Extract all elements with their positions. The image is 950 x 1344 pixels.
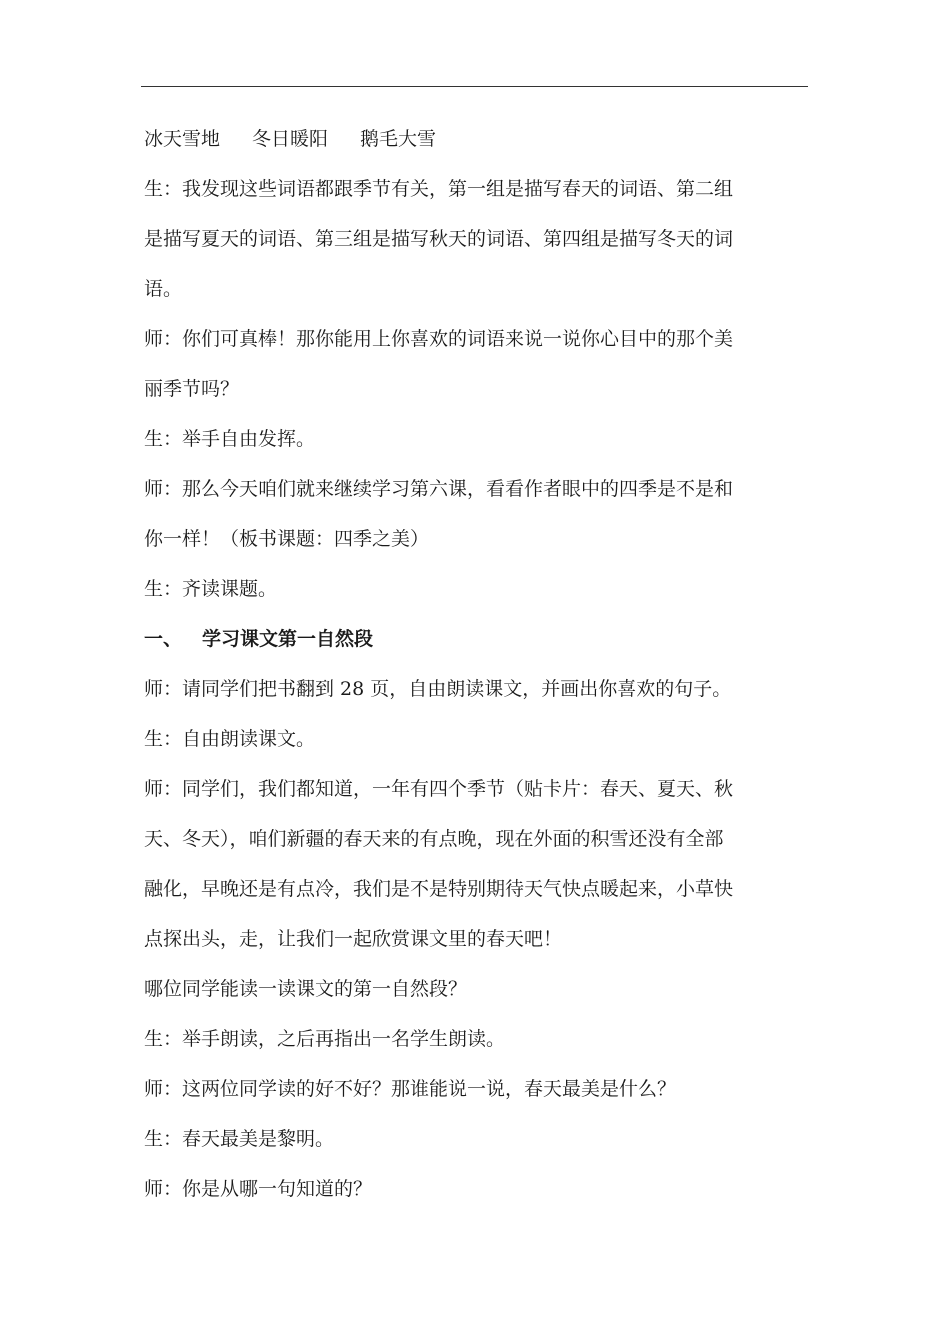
text-line: 师：你们可真棒！那你能用上你喜欢的词语来说一说你心目中的那个美 (144, 328, 734, 350)
season-word: 鹅毛大雪 (360, 128, 437, 150)
header-rule (141, 86, 808, 87)
text-line: 点探出头，走，让我们一起欣赏课文里的春天吧！ (144, 928, 563, 950)
text-line: 天、冬天），咱们新疆的春天来的有点晚，现在外面的积雪还没有全部 (144, 828, 724, 850)
text-line: 哪位同学能读一读课文的第一自然段？ (144, 978, 468, 1000)
text-line: 师：这两位同学读的好不好？那谁能说一说，春天最美是什么？ (144, 1078, 677, 1100)
text-line: 是描写夏天的词语、第三组是描写秋天的词语、第四组是描写冬天的词 (144, 228, 734, 250)
season-words-row (144, 114, 794, 164)
text-line: 师：那么今天咱们就来继续学习第六课，看看作者眼中的四季是不是和 (144, 478, 734, 500)
season-word: 冰天雪地 (144, 128, 221, 150)
text-line: 你一样！（板书课题：四季之美） (144, 528, 430, 550)
text-line: 融化，早晚还是有点冷，我们是不是特别期待天气快点暖起来，小草快 (144, 878, 734, 900)
season-word: 冬日暖阳 (252, 128, 329, 150)
text-line: 生：举手自由发挥。 (144, 428, 316, 450)
text-line: 生：齐读课题。 (144, 578, 278, 600)
section-heading (144, 614, 794, 664)
text-line: 生：春天最美是黎明。 (144, 1128, 335, 1150)
text-line: 师：同学们，我们都知道，一年有四个季节（贴卡片：春天、夏天、秋 (144, 778, 734, 800)
text-line: 师：你是从哪一句知道的？ (144, 1178, 373, 1200)
document-body (144, 114, 794, 1214)
text-line: 丽季节吗？ (144, 378, 240, 400)
text-line: 生：举手朗读，之后再指出一名学生朗读。 (144, 1028, 506, 1050)
text-line: 生：我发现这些词语都跟季节有关，第一组是描写春天的词语、第二组 (144, 178, 734, 200)
text-line: 师：请同学们把书翻到 28 页，自由朗读课文，并画出你喜欢的句子。 (144, 678, 732, 700)
section-number: 一、 (144, 628, 183, 650)
text-line: 语。 (144, 278, 183, 300)
section-title: 学习课文第一自然段 (202, 628, 374, 650)
text-line: 生：自由朗读课文。 (144, 728, 316, 750)
